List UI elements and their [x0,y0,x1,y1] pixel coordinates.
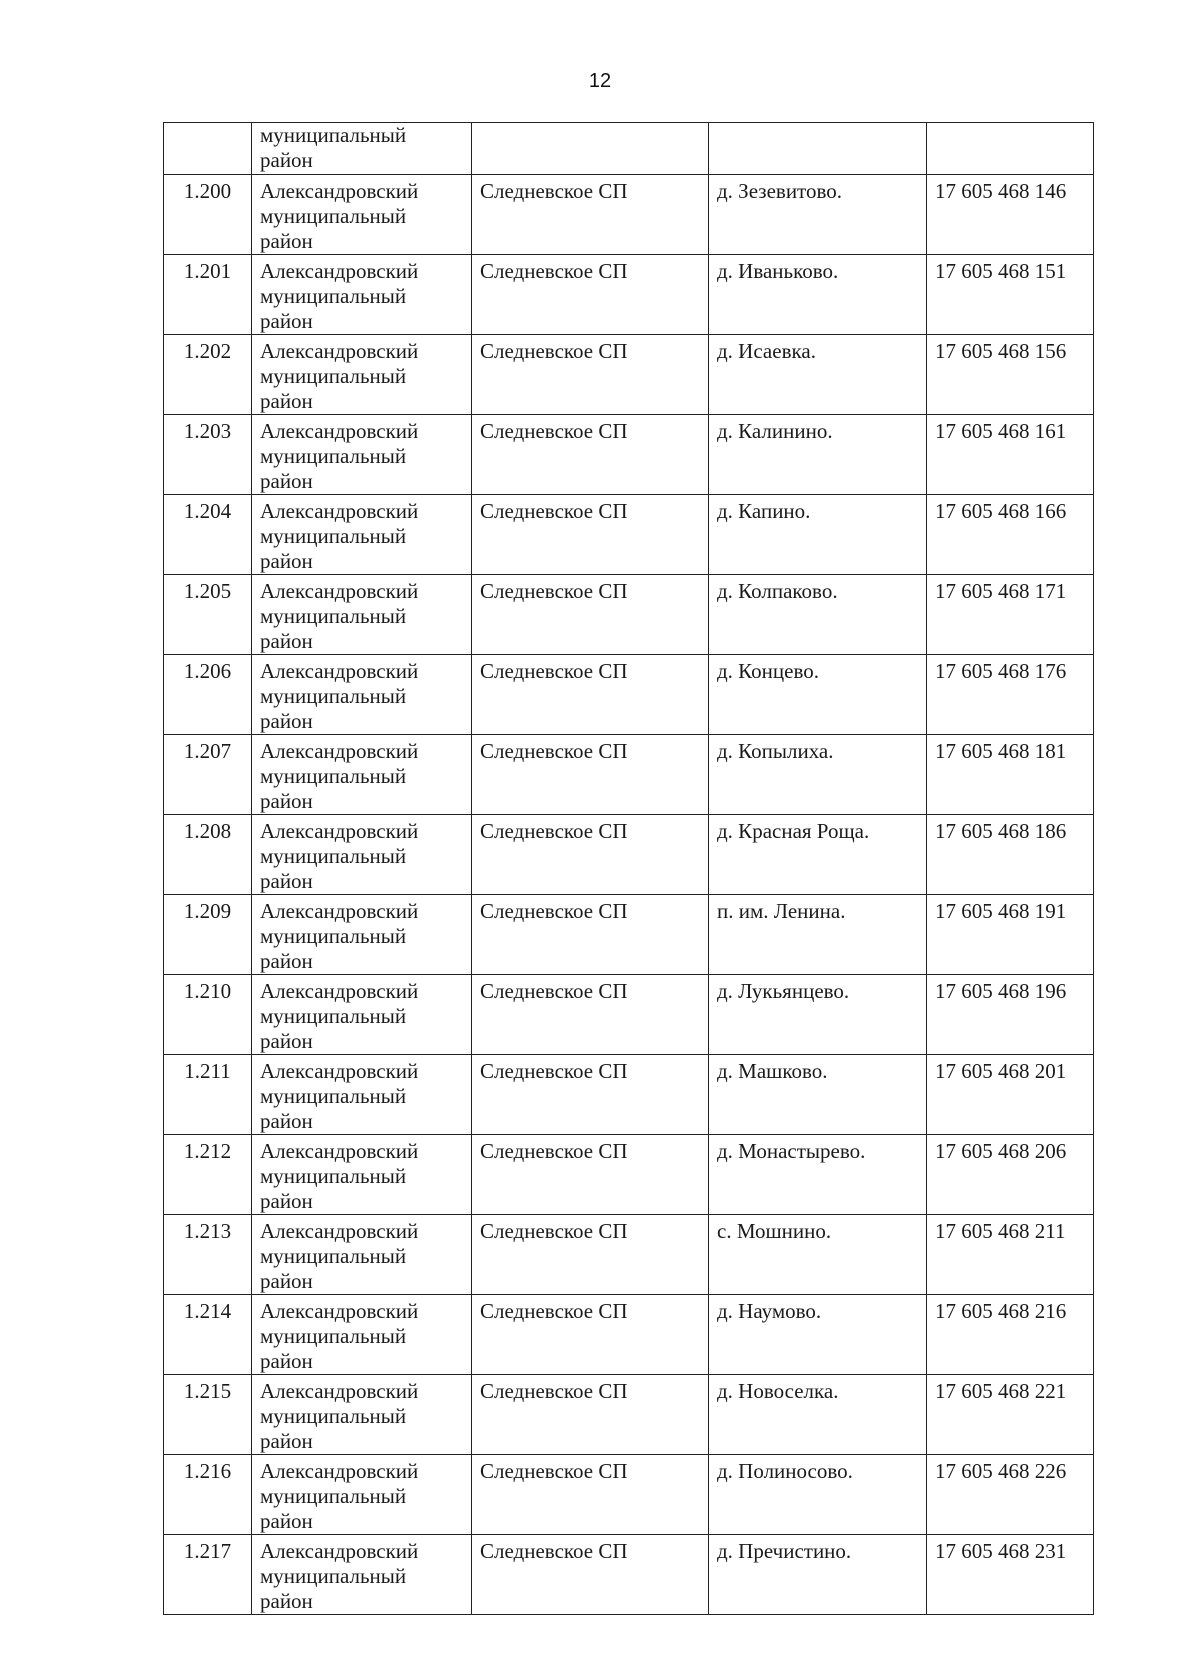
cell-locality: д. Новоселка. [709,1375,927,1455]
cell-district: Александровский муниципальный район [252,255,472,335]
cell-number: 1.206 [164,655,252,735]
cell-code: 17 605 468 231 [927,1535,1094,1615]
cell-number: 1.210 [164,975,252,1055]
table-row [164,1295,1094,1375]
cell-code: 17 605 468 146 [927,175,1094,255]
cell-settlement [472,123,709,175]
cell-code: 17 605 468 161 [927,415,1094,495]
cell-district: Александровский муниципальный район [252,1215,472,1295]
cell-settlement: Следневское СП [472,655,709,735]
cell-locality: д. Копылиха. [709,735,927,815]
cell-district: Александровский муниципальный район [252,1375,472,1455]
cell-code: 17 605 468 166 [927,495,1094,575]
cell-district: Александровский муниципальный район [252,735,472,815]
cell-code: 17 605 468 216 [927,1295,1094,1375]
cell-number: 1.216 [164,1455,252,1535]
cell-settlement: Следневское СП [472,895,709,975]
table-row [164,575,1094,655]
cell-number: 1.208 [164,815,252,895]
cell-settlement: Следневское СП [472,335,709,415]
cell-number: 1.217 [164,1535,252,1615]
cell-district: Александровский муниципальный район [252,575,472,655]
cell-settlement: Следневское СП [472,1375,709,1455]
cell-settlement: Следневское СП [472,815,709,895]
table-row [164,815,1094,895]
table-row [164,415,1094,495]
cell-settlement: Следневское СП [472,1055,709,1135]
cell-code: 17 605 468 211 [927,1215,1094,1295]
cell-locality: п. им. Ленина. [709,895,927,975]
cell-district: Александровский муниципальный район [252,655,472,735]
cell-locality: д. Лукьянцево. [709,975,927,1055]
cell-number: 1.205 [164,575,252,655]
cell-number: 1.203 [164,415,252,495]
cell-settlement: Следневское СП [472,1215,709,1295]
table-row [164,1215,1094,1295]
cell-code: 17 605 468 181 [927,735,1094,815]
cell-district: Александровский муниципальный район [252,495,472,575]
cell-code: 17 605 468 151 [927,255,1094,335]
table-row [164,975,1094,1055]
cell-code: 17 605 468 221 [927,1375,1094,1455]
cell-settlement: Следневское СП [472,255,709,335]
cell-locality: д. Наумово. [709,1295,927,1375]
cell-settlement: Следневское СП [472,575,709,655]
cell-number: 1.214 [164,1295,252,1375]
cell-district: Александровский муниципальный район [252,1455,472,1535]
cell-code: 17 605 468 171 [927,575,1094,655]
page-number: 12 [588,70,612,92]
cell-number: 1.201 [164,255,252,335]
cell-number: 1.202 [164,335,252,415]
cell-district: Александровский муниципальный район [252,335,472,415]
cell-number: 1.209 [164,895,252,975]
cell-settlement: Следневское СП [472,495,709,575]
table-row [164,175,1094,255]
cell-code: 17 605 468 201 [927,1055,1094,1135]
cell-number: 1.215 [164,1375,252,1455]
cell-district: муниципальный район [252,123,472,175]
table-row-continuation [164,123,1094,175]
cell-district: Александровский муниципальный район [252,1135,472,1215]
table-row [164,255,1094,335]
cell-settlement: Следневское СП [472,1535,709,1615]
cell-code: 17 605 468 206 [927,1135,1094,1215]
cell-settlement: Следневское СП [472,175,709,255]
cell-locality [709,123,927,175]
cell-number: 1.204 [164,495,252,575]
cell-locality: д. Зезевитово. [709,175,927,255]
cell-code [927,123,1094,175]
cell-locality: д. Красная Роща. [709,815,927,895]
cell-district: Александровский муниципальный район [252,175,472,255]
table-row [164,1455,1094,1535]
settlements-table [163,122,1094,1615]
table-row [164,1535,1094,1615]
cell-district: Александровский муниципальный район [252,1535,472,1615]
cell-number: 1.212 [164,1135,252,1215]
table-row [164,1375,1094,1455]
cell-locality: д. Капино. [709,495,927,575]
cell-number [164,123,252,175]
cell-number: 1.200 [164,175,252,255]
table-row [164,335,1094,415]
cell-locality: д. Калинино. [709,415,927,495]
cell-settlement: Следневское СП [472,1455,709,1535]
cell-code: 17 605 468 226 [927,1455,1094,1535]
table-row [164,1135,1094,1215]
cell-locality: д. Пречистино. [709,1535,927,1615]
cell-district: Александровский муниципальный район [252,975,472,1055]
cell-number: 1.213 [164,1215,252,1295]
cell-code: 17 605 468 186 [927,815,1094,895]
cell-settlement: Следневское СП [472,1295,709,1375]
table-row [164,655,1094,735]
cell-code: 17 605 468 196 [927,975,1094,1055]
table-row [164,735,1094,815]
cell-locality: д. Машково. [709,1055,927,1135]
table-body [164,123,1094,1615]
cell-district: Александровский муниципальный район [252,895,472,975]
table-row [164,1055,1094,1135]
cell-locality: д. Полиносово. [709,1455,927,1535]
cell-settlement: Следневское СП [472,975,709,1055]
cell-settlement: Следневское СП [472,1135,709,1215]
cell-locality: д. Монастырево. [709,1135,927,1215]
cell-number: 1.207 [164,735,252,815]
cell-code: 17 605 468 156 [927,335,1094,415]
cell-settlement: Следневское СП [472,415,709,495]
cell-locality: д. Концево. [709,655,927,735]
cell-locality: д. Иваньково. [709,255,927,335]
cell-locality: д. Колпаково. [709,575,927,655]
cell-settlement: Следневское СП [472,735,709,815]
cell-code: 17 605 468 191 [927,895,1094,975]
cell-code: 17 605 468 176 [927,655,1094,735]
cell-locality: с. Мошнино. [709,1215,927,1295]
table-row [164,895,1094,975]
cell-number: 1.211 [164,1055,252,1135]
table-row [164,495,1094,575]
cell-district: Александровский муниципальный район [252,815,472,895]
cell-district: Александровский муниципальный район [252,1295,472,1375]
cell-district: Александровский муниципальный район [252,1055,472,1135]
cell-locality: д. Исаевка. [709,335,927,415]
cell-district: Александровский муниципальный район [252,415,472,495]
